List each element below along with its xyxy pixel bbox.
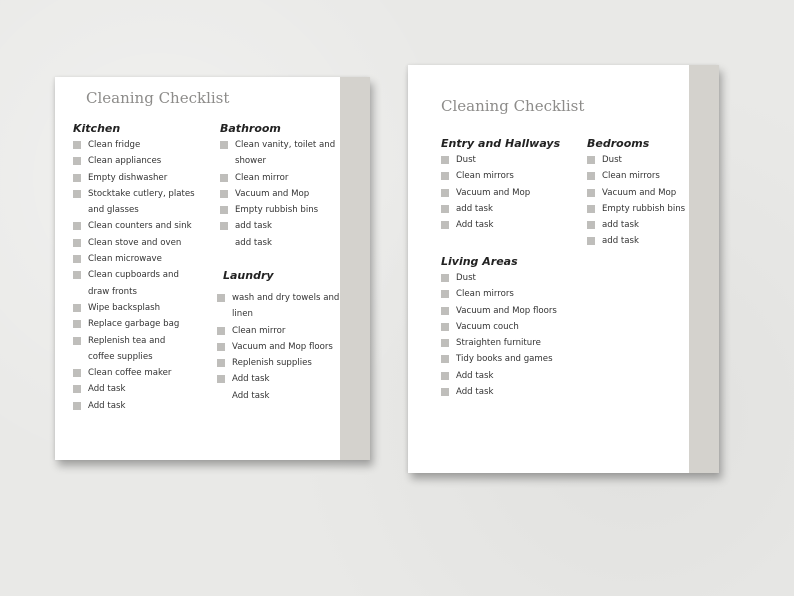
checkbox[interactable]: [441, 189, 449, 197]
checkbox[interactable]: [73, 385, 81, 393]
checklist-item-label: Clean mirrors: [456, 289, 514, 300]
checklist-item: [73, 170, 213, 186]
section-title: Kitchen: [73, 122, 121, 135]
checkbox[interactable]: [73, 402, 81, 410]
checkbox[interactable]: [441, 372, 449, 380]
checklist-item-label: draw fronts: [88, 286, 137, 297]
checklist-item: [73, 284, 213, 300]
checkbox[interactable]: [73, 304, 81, 312]
checklist-item-label: add task: [456, 203, 493, 214]
checklist-item: [441, 152, 581, 168]
checklist-item: [441, 201, 581, 217]
checklist-page-1: [55, 77, 370, 460]
checklist-page-2: [408, 65, 719, 473]
checklist-item-label: Vacuum and Mop: [456, 187, 531, 198]
checklist-item-label: and glasses: [88, 205, 139, 216]
checklist-item-label: Clean microwave: [88, 254, 162, 265]
section-title: Laundry: [223, 269, 274, 282]
checklist-item: [73, 316, 213, 332]
checkbox[interactable]: [441, 274, 449, 282]
checklist-item-label: Clean mirrors: [456, 171, 514, 182]
checklist-item: [73, 186, 213, 202]
checklist-item: [73, 300, 213, 316]
checklist-item-label: Empty rubbish bins: [602, 203, 686, 214]
checklist-item-label: Straighten furniture: [456, 338, 541, 349]
checklist-item: [217, 371, 352, 387]
checkbox[interactable]: [220, 141, 228, 149]
checkbox[interactable]: [587, 172, 595, 180]
checklist-item: [220, 202, 350, 218]
checklist-item: [217, 355, 352, 371]
checkbox[interactable]: [441, 307, 449, 315]
checkbox[interactable]: [217, 375, 225, 383]
checklist-item-label: Vacuum and Mop floors: [456, 305, 557, 316]
checklist-item: [73, 333, 213, 349]
checklist-item: [73, 153, 213, 169]
checklist-item-label: Add task: [456, 370, 494, 381]
checklist-item: [73, 381, 213, 397]
checklist-item-label: Clean mirrors: [602, 171, 660, 182]
checkbox[interactable]: [587, 237, 595, 245]
checkbox[interactable]: [220, 206, 228, 214]
checkbox[interactable]: [73, 239, 81, 247]
checklist-item-label: Clean appliances: [88, 156, 162, 167]
checklist-item: [441, 303, 581, 319]
checklist-item: [220, 153, 350, 169]
checklist-item-label: Vacuum and Mop floors: [232, 341, 333, 352]
checklist-item: [73, 251, 213, 267]
checkbox[interactable]: [220, 174, 228, 182]
checkbox[interactable]: [220, 222, 228, 230]
section-bathroom: [220, 121, 350, 251]
checklist-item-label: Dust: [456, 155, 476, 165]
section-entry-and-hallways: [441, 136, 581, 233]
checkbox[interactable]: [441, 221, 449, 229]
checkbox[interactable]: [73, 255, 81, 263]
page-title: Cleaning Checklist: [86, 89, 230, 107]
checklist-item-label: add task: [235, 237, 272, 248]
checkbox[interactable]: [441, 172, 449, 180]
checklist-item-label: Empty rubbish bins: [235, 205, 319, 216]
checklist-item: [220, 235, 350, 251]
checkbox[interactable]: [587, 221, 595, 229]
checklist-item: [587, 201, 692, 217]
checklist-item: [73, 235, 213, 251]
checklist-item-label: Vacuum couch: [456, 321, 519, 332]
checkbox[interactable]: [73, 320, 81, 328]
checkbox[interactable]: [73, 337, 81, 345]
checkbox[interactable]: [217, 294, 225, 302]
section-kitchen: [73, 121, 213, 414]
checkbox[interactable]: [217, 359, 225, 367]
checklist-item-label: add task: [235, 221, 272, 232]
checklist-item: [217, 306, 352, 322]
checklist-item: [441, 270, 581, 286]
checklist-item-label: add task: [602, 220, 639, 231]
checklist-item: [587, 217, 692, 233]
checklist-item-label: Dust: [602, 155, 622, 165]
checklist-item-label: Vacuum and Mop: [602, 187, 677, 198]
checklist-item: [441, 185, 581, 201]
checklist-items: [441, 152, 581, 233]
checkbox[interactable]: [73, 271, 81, 279]
checklist-item: [73, 349, 213, 365]
checklist-item-label: Clean fridge: [88, 140, 141, 150]
checklist-item: [587, 185, 692, 201]
checklist-item-label: Wipe backsplash: [88, 302, 161, 313]
checkbox[interactable]: [441, 323, 449, 331]
checklist-item: [441, 368, 581, 384]
checklist-item: [441, 217, 581, 233]
checkbox[interactable]: [220, 190, 228, 198]
checklist-item: [441, 351, 581, 367]
section-bedrooms: [587, 136, 692, 250]
checkbox[interactable]: [441, 205, 449, 213]
checklist-item-label: Stocktake cutlery, plates: [88, 188, 195, 199]
checklist-item-label: Vacuum and Mop: [235, 188, 310, 199]
checklist-item: [217, 323, 352, 339]
checkbox[interactable]: [217, 343, 225, 351]
checklist-item: [441, 319, 581, 335]
checkbox[interactable]: [587, 189, 595, 197]
checklist-item-label: Add task: [456, 220, 494, 231]
checklist-item: [220, 218, 350, 234]
checklist-item: [73, 202, 213, 218]
checklist-item: [73, 398, 213, 414]
checklist-item: [441, 168, 581, 184]
checklist-item-label: Tidy books and games: [456, 354, 553, 365]
checklist-item-label: Clean coffee maker: [88, 368, 172, 379]
checklist-item-label: Add task: [232, 390, 270, 401]
checklist-item: [587, 168, 692, 184]
checklist-item-label: Clean cupboards and: [88, 270, 179, 281]
checkbox[interactable]: [217, 327, 225, 335]
section-living-areas: [441, 254, 581, 400]
section-title: Entry and Hallways: [441, 137, 561, 150]
checklist-item-label: shower: [235, 156, 267, 167]
checklist-item: [73, 137, 213, 153]
checklist-item: [441, 286, 581, 302]
page-title: Cleaning Checklist: [441, 97, 585, 115]
checklist-item-label: add task: [602, 236, 639, 247]
checkbox[interactable]: [441, 388, 449, 396]
checkbox[interactable]: [587, 205, 595, 213]
checklist-item: [220, 170, 350, 186]
checklist-item-label: Clean stove and oven: [88, 237, 182, 248]
checklist-item-label: Clean counters and sink: [88, 221, 192, 232]
side-band: [689, 65, 719, 473]
checklist-items: [441, 270, 581, 400]
checklist-item-label: wash and dry towels and: [232, 293, 340, 303]
checkbox[interactable]: [441, 355, 449, 363]
checklist-item-label: Replenish tea and: [88, 335, 166, 346]
checklist-item-label: Dust: [456, 273, 476, 283]
checkbox[interactable]: [73, 190, 81, 198]
checklist-item-label: coffee supplies: [88, 351, 153, 362]
checkbox[interactable]: [587, 156, 595, 164]
checklist-item: [73, 267, 213, 283]
section-title: Living Areas: [441, 255, 518, 268]
checklist-item-label: Clean mirror: [235, 172, 289, 183]
checklist-items: [73, 137, 213, 414]
checklist-item-label: Replenish supplies: [232, 358, 312, 369]
checklist-item-label: Empty dishwasher: [88, 172, 168, 183]
checklist-item-label: Add task: [88, 400, 126, 411]
checkbox[interactable]: [441, 156, 449, 164]
checklist-item: [73, 218, 213, 234]
checklist-items: [220, 137, 350, 251]
checkbox[interactable]: [441, 290, 449, 298]
checklist-items: [587, 152, 692, 250]
checklist-item-label: linen: [232, 309, 253, 320]
checklist-item: [220, 137, 350, 153]
checkbox[interactable]: [441, 339, 449, 347]
checklist-item: [441, 384, 581, 400]
section-title: Bathroom: [220, 122, 281, 135]
checkbox[interactable]: [73, 369, 81, 377]
checklist-item-label: Clean mirror: [232, 325, 286, 336]
checkbox[interactable]: [73, 141, 81, 149]
checklist-item: [587, 233, 692, 249]
checklist-item-label: Add task: [232, 374, 270, 385]
section-title: Bedrooms: [587, 137, 650, 150]
checklist-item: [217, 388, 352, 404]
checklist-item: [217, 339, 352, 355]
checklist-item: [220, 186, 350, 202]
checklist-item-label: Add task: [456, 387, 494, 398]
checkbox[interactable]: [73, 157, 81, 165]
checklist-item-label: Replace garbage bag: [88, 319, 180, 330]
checklist-item-label: Add task: [88, 384, 126, 395]
checkbox[interactable]: [73, 222, 81, 230]
section-laundry: [217, 268, 352, 404]
checklist-item: [217, 290, 352, 306]
checkbox[interactable]: [73, 174, 81, 182]
checklist-items: [217, 290, 352, 404]
checklist-item: [73, 365, 213, 381]
checklist-item: [441, 335, 581, 351]
checklist-item-label: Clean vanity, toilet and: [235, 140, 336, 150]
checklist-item: [587, 152, 692, 168]
